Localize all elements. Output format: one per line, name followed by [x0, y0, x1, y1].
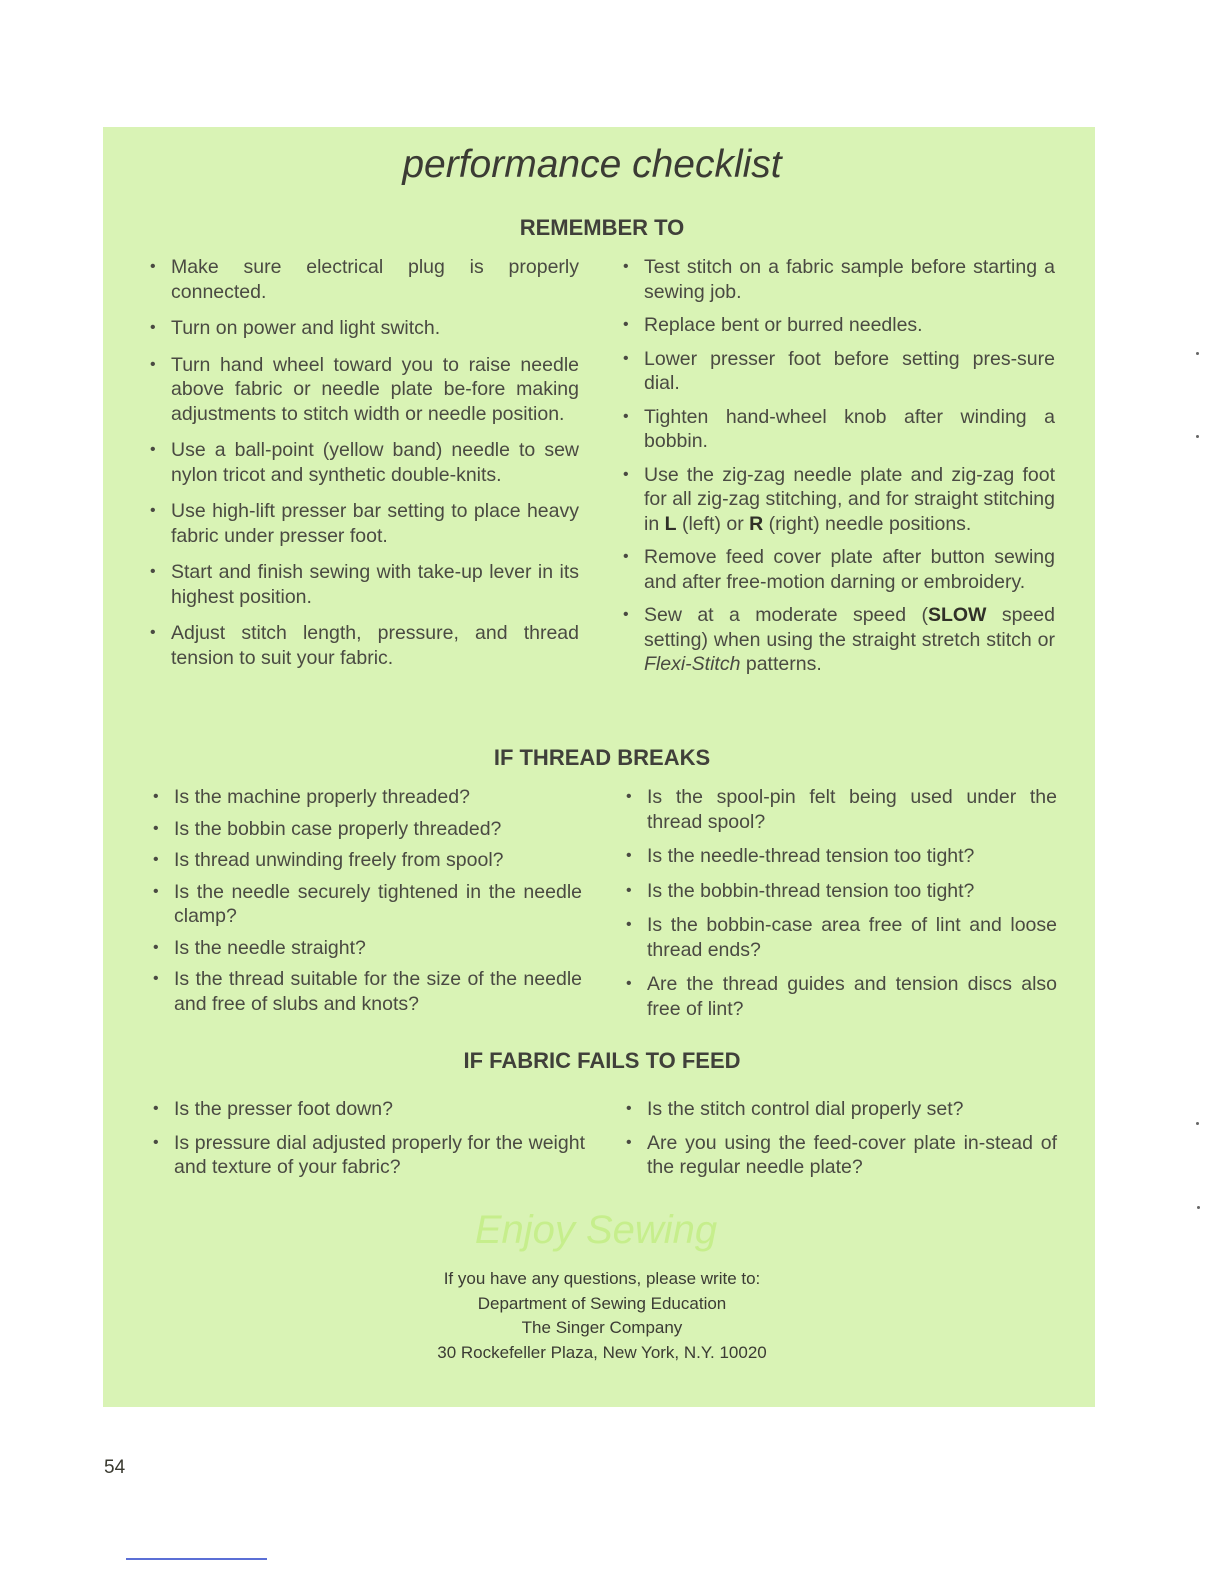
remember-right-list — [621, 255, 1055, 677]
address-line: The Singer Company — [521, 1318, 683, 1337]
list-item: • Make sure electrical plug is properly connected. — [148, 255, 579, 304]
list-item: • Are the thread guides and tension discs also free of lint? — [624, 972, 1057, 1021]
thread-right-list — [624, 785, 1057, 1021]
address-line: Department of Sewing Education — [477, 1293, 727, 1313]
fabric-left-list — [151, 1097, 585, 1180]
list-item: • Lower presser foot before setting pres-sure dial. — [621, 347, 1055, 396]
fabric-right-list — [624, 1097, 1057, 1180]
list-item: • Is the bobbin-thread tension too tight? — [624, 879, 1057, 904]
contact-address — [0, 1267, 1204, 1365]
thread-left-list — [151, 785, 582, 1016]
scan-speck — [1196, 1122, 1199, 1125]
section-heading-remember: REMEMBER TO — [519, 215, 685, 240]
list-item: • Is the needle straight? — [151, 936, 582, 961]
list-item: • Sew at a moderate speed (SLOW speed setting) when using the straight stretch stitch or Flexi-Stitch patterns. — [621, 603, 1055, 677]
list-item: • Test stitch on a fabric sample before starting a sewing job. — [621, 255, 1055, 304]
list-item: • Is the needle securely tightened in the needle clamp? — [151, 880, 582, 929]
page-number: 54 — [104, 1457, 126, 1478]
list-item: • Is the thread suitable for the size of the needle and free of slubs and knots? — [151, 967, 582, 1016]
list-item: • Is the needle-thread tension too tight? — [624, 844, 1057, 869]
list-item: • Is the machine properly threaded? — [151, 785, 582, 810]
address-line: 30 Rockefeller Plaza, New York, N.Y. 10020 — [437, 1342, 767, 1362]
scan-speck — [1197, 1206, 1200, 1209]
list-item: • Remove feed cover plate after button sewing and after free-motion darning or embroidery. — [621, 545, 1055, 594]
list-item: • Is thread unwinding freely from spool? — [151, 848, 582, 873]
list-item: • Use the zig-zag needle plate and zig-zag foot for all zig-zag stitching, and for straight stitching in L (left) or R (right) needle positions. — [621, 463, 1055, 537]
page-title: performance checklist — [402, 143, 782, 186]
list-item: • Is the presser foot down? — [151, 1097, 585, 1122]
list-item: • Is the stitch control dial properly set? — [624, 1097, 1057, 1122]
address-line: If you have any questions, please write to: — [443, 1269, 761, 1288]
list-item: • Turn hand wheel toward you to raise needle above fabric or needle plate be-fore making adjustments to stitch width or needle position. — [148, 353, 579, 427]
list-item: • Use high-lift presser bar setting to place heavy fabric under presser foot. — [148, 499, 579, 548]
list-item: • Use a ball-point (yellow band) needle to sew nylon tricot and synthetic double-knits. — [148, 438, 579, 487]
enjoy-sewing-tagline: Enjoy Sewing — [474, 1208, 718, 1252]
section-heading-fabric-feed: IF FABRIC FAILS TO FEED — [463, 1048, 741, 1073]
list-item: • Is the spool-pin felt being used under the thread spool? — [624, 785, 1057, 834]
list-item: • Is pressure dial adjusted properly for the weight and texture of your fabric? — [151, 1131, 585, 1180]
list-item: • Is the bobbin case properly threaded? — [151, 817, 582, 842]
list-item: • Is the bobbin-case area free of lint and loose thread ends? — [624, 913, 1057, 962]
list-item: • Start and finish sewing with take-up lever in its highest position. — [148, 560, 579, 609]
scan-speck — [1196, 435, 1199, 438]
list-item: • Are you using the feed-cover plate in-stead of the regular needle plate? — [624, 1131, 1057, 1180]
list-item: • Turn on power and light switch. — [148, 316, 579, 341]
scan-speck — [1196, 352, 1199, 355]
list-item: • Adjust stitch length, pressure, and thread tension to suit your fabric. — [148, 621, 579, 670]
footer-rule — [126, 1558, 267, 1560]
remember-left-list — [148, 255, 579, 670]
list-item: • Replace bent or burred needles. — [621, 313, 1055, 338]
section-heading-thread-breaks: IF THREAD BREAKS — [493, 745, 711, 770]
list-item: • Tighten hand-wheel knob after winding a bobbin. — [621, 405, 1055, 454]
